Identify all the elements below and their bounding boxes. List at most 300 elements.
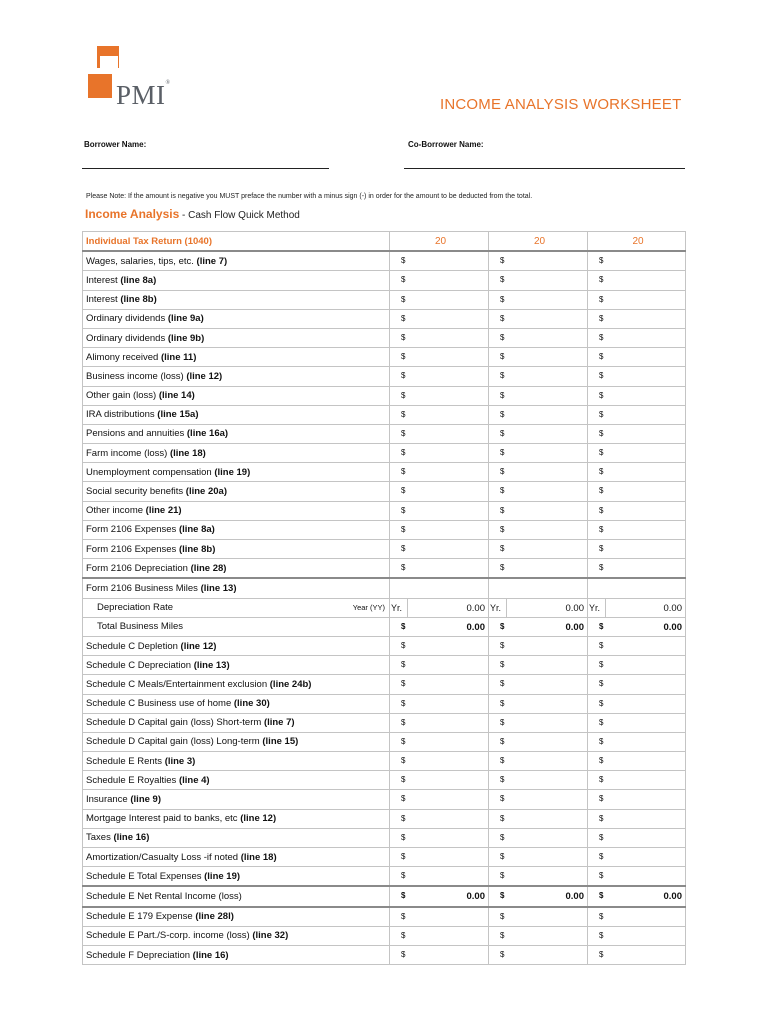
- amount-input[interactable]: [390, 271, 489, 290]
- amount-input[interactable]: [390, 520, 489, 539]
- currency-symbol: $: [401, 775, 406, 785]
- currency-symbol: $: [401, 313, 406, 323]
- table-row: [83, 828, 686, 847]
- table-row: [83, 790, 686, 809]
- currency-symbol: $: [401, 621, 406, 631]
- amount-input[interactable]: [489, 694, 588, 713]
- currency-symbol: $: [599, 409, 604, 419]
- amount-input[interactable]: [588, 328, 686, 347]
- row-label: Schedule D Capital gain (loss) Long-term (line 15): [83, 732, 390, 751]
- amount-input[interactable]: [489, 444, 588, 463]
- row-label: Mortgage Interest paid to banks, etc (line 12): [83, 809, 390, 828]
- currency-symbol: $: [599, 871, 604, 881]
- currency-symbol: $: [401, 871, 406, 881]
- amount-input[interactable]: [390, 617, 489, 636]
- currency-symbol: $: [500, 448, 505, 458]
- amount-input[interactable]: [588, 271, 686, 290]
- currency-symbol: $: [401, 448, 406, 458]
- currency-symbol: $: [401, 486, 406, 496]
- amount-input[interactable]: [390, 424, 489, 443]
- currency-symbol: $: [599, 794, 604, 804]
- currency-symbol: $: [500, 332, 505, 342]
- coborrower-name-field[interactable]: [404, 168, 685, 169]
- currency-symbol: $: [401, 409, 406, 419]
- amount-input[interactable]: [588, 386, 686, 405]
- amount-input[interactable]: [489, 771, 588, 790]
- currency-symbol: $: [401, 352, 406, 362]
- income-analysis-table: [82, 231, 686, 965]
- amount-input[interactable]: [390, 809, 489, 828]
- currency-symbol: $: [401, 736, 406, 746]
- amount-input[interactable]: [390, 348, 489, 367]
- currency-symbol: $: [599, 486, 604, 496]
- amount-input[interactable]: [489, 656, 588, 675]
- amount-input[interactable]: [588, 367, 686, 386]
- currency-symbol: $: [599, 930, 604, 940]
- amount-input[interactable]: [489, 809, 588, 828]
- amount-input[interactable]: [489, 636, 588, 655]
- amount-input[interactable]: [390, 463, 489, 482]
- amount-input[interactable]: [588, 540, 686, 559]
- currency-symbol: $: [599, 756, 604, 766]
- page-title: INCOME ANALYSIS WORKSHEET: [440, 96, 682, 113]
- amount-input[interactable]: [489, 348, 588, 367]
- amount-input[interactable]: [588, 886, 686, 906]
- table-row: [83, 945, 686, 964]
- row-label: Schedule E Net Rental Income (loss): [83, 886, 390, 906]
- table-row: [83, 251, 686, 271]
- total-business-miles-label: Total Business Miles: [83, 617, 390, 636]
- currency-symbol: $: [401, 275, 406, 285]
- amount-input[interactable]: [489, 907, 588, 927]
- row-label: Social security benefits (line 20a): [83, 482, 390, 501]
- amount-input[interactable]: [588, 348, 686, 367]
- row-label: Schedule C Business use of home (line 30): [83, 694, 390, 713]
- row-label: Interest (line 8a): [83, 271, 390, 290]
- currency-symbol: $: [500, 428, 505, 438]
- amount-input[interactable]: [390, 444, 489, 463]
- row-label: Pensions and annuities (line 16a): [83, 424, 390, 443]
- currency-symbol: $: [401, 717, 406, 727]
- table-row: [83, 405, 686, 424]
- amount-input[interactable]: [390, 732, 489, 751]
- currency-symbol: $: [500, 911, 505, 921]
- amount-input[interactable]: [489, 251, 588, 271]
- amount-value: 0.00: [466, 621, 485, 633]
- row-label: Schedule E Royalties (line 4): [83, 771, 390, 790]
- year-box[interactable]: Yr.: [588, 599, 606, 617]
- empty-cell: [588, 578, 686, 598]
- table-row: [83, 867, 686, 887]
- table-row: [83, 732, 686, 751]
- amount-input[interactable]: [489, 886, 588, 906]
- table-row: [83, 328, 686, 347]
- amount-input[interactable]: [489, 790, 588, 809]
- currency-symbol: $: [500, 852, 505, 861]
- table-row: [83, 886, 686, 906]
- row-label: Alimony received (line 11): [83, 348, 390, 367]
- amount-value: 0.00: [663, 602, 682, 614]
- currency-symbol: $: [599, 640, 604, 650]
- currency-symbol: $: [500, 832, 505, 842]
- amount-input[interactable]: [489, 926, 588, 945]
- amount-input[interactable]: [588, 945, 686, 964]
- table-row: [83, 424, 686, 443]
- amount-input[interactable]: [390, 482, 489, 501]
- row-label: Taxes (line 16): [83, 828, 390, 847]
- amount-input[interactable]: [588, 501, 686, 520]
- amount-input[interactable]: [390, 694, 489, 713]
- amount-input[interactable]: [489, 867, 588, 887]
- currency-symbol: $: [500, 949, 505, 959]
- currency-symbol: $: [599, 911, 604, 921]
- currency-symbol: $: [599, 524, 604, 534]
- currency-symbol: $: [500, 871, 505, 881]
- currency-symbol: $: [500, 563, 505, 573]
- currency-symbol: $: [401, 891, 406, 901]
- amount-input[interactable]: [390, 886, 489, 906]
- table-row: [83, 348, 686, 367]
- row-label: Schedule F Depreciation (line 16): [83, 945, 390, 964]
- amount-input[interactable]: [390, 656, 489, 675]
- amount-input[interactable]: [390, 945, 489, 964]
- amount-input[interactable]: [489, 290, 588, 309]
- currency-symbol: $: [401, 563, 406, 573]
- amount-input[interactable]: [390, 367, 489, 386]
- currency-symbol: $: [599, 949, 604, 959]
- currency-symbol: $: [500, 813, 505, 823]
- currency-symbol: $: [401, 949, 406, 959]
- currency-symbol: $: [500, 544, 505, 553]
- amount-input[interactable]: [588, 694, 686, 713]
- amount-input[interactable]: [489, 463, 588, 482]
- row-label: Form 2106 Expenses (line 8b): [83, 540, 390, 559]
- currency-symbol: $: [401, 544, 406, 553]
- amount-input[interactable]: [588, 656, 686, 675]
- row-label: Interest (line 8b): [83, 290, 390, 309]
- amount-input[interactable]: [588, 675, 686, 694]
- amount-input[interactable]: [489, 617, 588, 636]
- currency-symbol: $: [500, 698, 505, 708]
- currency-symbol: $: [500, 486, 505, 496]
- amount-input[interactable]: [588, 732, 686, 751]
- currency-symbol: $: [500, 891, 505, 901]
- empty-cell: [390, 578, 489, 598]
- currency-symbol: $: [599, 832, 604, 842]
- amount-input[interactable]: [489, 732, 588, 751]
- amount-input[interactable]: [588, 309, 686, 328]
- amount-input[interactable]: [588, 617, 686, 636]
- table-row: [83, 771, 686, 790]
- currency-symbol: $: [401, 813, 406, 823]
- currency-symbol: $: [401, 660, 406, 670]
- amount-input[interactable]: [489, 752, 588, 771]
- currency-symbol: $: [599, 563, 604, 573]
- amount-value: 0.00: [565, 621, 584, 633]
- row-label: Form 2106 Depreciation (line 28): [83, 559, 390, 579]
- currency-symbol: $: [500, 660, 505, 670]
- row-label: Schedule E Total Expenses (line 19): [83, 867, 390, 887]
- amount-input[interactable]: [489, 828, 588, 847]
- amount-input[interactable]: [588, 809, 686, 828]
- currency-symbol: $: [599, 313, 604, 323]
- amount-input[interactable]: [390, 290, 489, 309]
- currency-symbol: $: [599, 332, 604, 342]
- table-row: [83, 386, 686, 405]
- table-row: [83, 656, 686, 675]
- table-row: [83, 848, 686, 867]
- coborrower-name-label: Co-Borrower Name:: [408, 140, 484, 149]
- amount-input[interactable]: [390, 771, 489, 790]
- year-box[interactable]: Yr.: [390, 599, 408, 617]
- year-input[interactable]: 20: [489, 232, 588, 252]
- amount-input[interactable]: [588, 848, 686, 867]
- year-input[interactable]: 20: [390, 232, 489, 252]
- amount-input[interactable]: [390, 907, 489, 927]
- currency-symbol: $: [401, 256, 406, 266]
- currency-symbol: $: [599, 736, 604, 746]
- row-label: Schedule C Depletion (line 12): [83, 636, 390, 655]
- amount-input[interactable]: [390, 559, 489, 579]
- amount-input[interactable]: [390, 713, 489, 732]
- currency-symbol: $: [599, 660, 604, 670]
- amount-input[interactable]: [588, 926, 686, 945]
- amount-value: 0.00: [663, 621, 682, 633]
- currency-symbol: $: [401, 794, 406, 804]
- amount-input[interactable]: [489, 559, 588, 579]
- empty-cell: [489, 578, 588, 598]
- amount-input[interactable]: [390, 790, 489, 809]
- row-label: Schedule E Part./S-corp. income (loss) (line 32): [83, 926, 390, 945]
- row-label: IRA distributions (line 15a): [83, 405, 390, 424]
- row-label: Schedule E Rents (line 3): [83, 752, 390, 771]
- currency-symbol: $: [500, 717, 505, 727]
- row-label: Form 2106 Business Miles (line 13): [83, 578, 390, 598]
- currency-symbol: $: [401, 390, 406, 400]
- depreciation-rate-label: Year (YY) Depreciation Rate: [83, 598, 390, 617]
- amount-input[interactable]: [588, 598, 686, 617]
- amount-input[interactable]: [390, 926, 489, 945]
- row-label: Form 2106 Expenses (line 8a): [83, 520, 390, 539]
- currency-symbol: $: [599, 390, 604, 400]
- section-heading: [85, 207, 300, 221]
- amount-input[interactable]: [489, 520, 588, 539]
- currency-symbol: $: [401, 332, 406, 342]
- amount-input[interactable]: [588, 828, 686, 847]
- row-label: Wages, salaries, tips, etc. (line 7): [83, 251, 390, 271]
- currency-symbol: $: [599, 371, 604, 381]
- table-row: [83, 578, 686, 598]
- currency-symbol: $: [599, 448, 604, 458]
- amount-input[interactable]: [390, 501, 489, 520]
- currency-symbol: $: [500, 390, 505, 400]
- currency-symbol: $: [401, 371, 406, 381]
- amount-input[interactable]: [588, 482, 686, 501]
- currency-symbol: $: [599, 275, 604, 285]
- table-row: [83, 367, 686, 386]
- amount-input[interactable]: [390, 848, 489, 867]
- year-box[interactable]: Yr.: [489, 599, 507, 617]
- row-label: Schedule E 179 Expense (line 28l): [83, 907, 390, 927]
- currency-symbol: $: [599, 717, 604, 727]
- currency-symbol: $: [599, 544, 604, 553]
- amount-input[interactable]: [489, 848, 588, 867]
- table-row: [83, 290, 686, 309]
- amount-value: 0.00: [565, 891, 584, 903]
- amount-input[interactable]: [489, 482, 588, 501]
- row-label: Unemployment compensation (line 19): [83, 463, 390, 482]
- amount-input[interactable]: [588, 907, 686, 927]
- row-label: Schedule C Depreciation (line 13): [83, 656, 390, 675]
- table-row: [83, 809, 686, 828]
- amount-input[interactable]: [588, 636, 686, 655]
- table-row: [83, 926, 686, 945]
- currency-symbol: $: [599, 679, 604, 689]
- currency-symbol: $: [401, 930, 406, 940]
- table-row: [83, 617, 686, 636]
- amount-input[interactable]: [489, 328, 588, 347]
- table-row: [83, 752, 686, 771]
- amount-input[interactable]: [489, 540, 588, 559]
- row-label: Farm income (loss) (line 18): [83, 444, 390, 463]
- amount-input[interactable]: [390, 675, 489, 694]
- amount-input[interactable]: [588, 790, 686, 809]
- row-label: Ordinary dividends (line 9b): [83, 328, 390, 347]
- currency-symbol: $: [599, 294, 604, 304]
- amount-input[interactable]: [588, 867, 686, 887]
- currency-symbol: $: [599, 621, 604, 631]
- currency-symbol: $: [599, 813, 604, 823]
- table-row: [83, 501, 686, 520]
- amount-input[interactable]: [588, 444, 686, 463]
- row-label: Amortization/Casualty Loss -if noted (line 18): [83, 848, 390, 867]
- pmi-logo: [88, 44, 198, 114]
- currency-symbol: $: [500, 371, 505, 381]
- table-row: [83, 540, 686, 559]
- currency-symbol: $: [401, 294, 406, 304]
- amount-input[interactable]: [489, 598, 588, 617]
- amount-value: 0.00: [466, 602, 485, 614]
- borrower-name-label: Borrower Name:: [84, 140, 147, 149]
- currency-symbol: $: [500, 640, 505, 650]
- amount-input[interactable]: [588, 713, 686, 732]
- section-title: Income Analysis: [85, 207, 180, 221]
- amount-input[interactable]: [588, 559, 686, 579]
- currency-symbol: $: [599, 698, 604, 708]
- amount-input[interactable]: [489, 309, 588, 328]
- amount-input[interactable]: [489, 405, 588, 424]
- currency-symbol: $: [500, 313, 505, 323]
- currency-symbol: $: [401, 756, 406, 766]
- currency-symbol: $: [401, 832, 406, 842]
- year-input[interactable]: 20: [588, 232, 686, 252]
- amount-input[interactable]: [588, 463, 686, 482]
- row-label: Other income (line 21): [83, 501, 390, 520]
- amount-input[interactable]: [588, 290, 686, 309]
- amount-input[interactable]: [390, 540, 489, 559]
- row-label: Other gain (loss) (line 14): [83, 386, 390, 405]
- table-row: [83, 713, 686, 732]
- year-yy-label: Year (YY): [352, 603, 385, 613]
- amount-input[interactable]: [390, 867, 489, 887]
- table-header-label: Individual Tax Return (1040): [83, 232, 390, 252]
- amount-input[interactable]: [390, 309, 489, 328]
- table-row: [83, 444, 686, 463]
- negative-amount-note: Please Note: If the amount is negative you MUST preface the number with a minus sign (-) in order for the amount to be deducted from the total.: [86, 193, 533, 200]
- amount-input[interactable]: [588, 771, 686, 790]
- table-row: [83, 520, 686, 539]
- table-row: [83, 271, 686, 290]
- logo-wordmark: PMI®: [116, 80, 171, 110]
- currency-symbol: $: [500, 621, 505, 631]
- currency-symbol: $: [401, 698, 406, 708]
- amount-value: 0.00: [565, 602, 584, 614]
- row-label: Schedule C Meals/Entertainment exclusion (line 24b): [83, 675, 390, 694]
- amount-input[interactable]: [489, 386, 588, 405]
- currency-symbol: $: [500, 409, 505, 419]
- table-row: [83, 675, 686, 694]
- currency-symbol: $: [599, 852, 604, 861]
- amount-input[interactable]: [390, 405, 489, 424]
- amount-input[interactable]: [390, 251, 489, 271]
- currency-symbol: $: [500, 524, 505, 534]
- amount-input[interactable]: [390, 752, 489, 771]
- amount-input[interactable]: [489, 501, 588, 520]
- currency-symbol: $: [500, 775, 505, 785]
- amount-input[interactable]: [489, 367, 588, 386]
- amount-input[interactable]: [588, 752, 686, 771]
- amount-input[interactable]: [588, 405, 686, 424]
- amount-input[interactable]: [588, 251, 686, 271]
- table-row: [83, 559, 686, 579]
- currency-symbol: $: [401, 679, 406, 689]
- currency-symbol: $: [500, 467, 505, 477]
- currency-symbol: $: [401, 428, 406, 438]
- table-row: [83, 463, 686, 482]
- currency-symbol: $: [500, 294, 505, 304]
- section-subtitle: - Cash Flow Quick Method: [179, 210, 300, 221]
- table-row: [83, 636, 686, 655]
- currency-symbol: $: [500, 679, 505, 689]
- amount-input[interactable]: [390, 828, 489, 847]
- amount-input[interactable]: [489, 675, 588, 694]
- amount-input[interactable]: [390, 598, 489, 617]
- currency-symbol: $: [401, 911, 406, 921]
- amount-input[interactable]: [489, 713, 588, 732]
- currency-symbol: $: [500, 505, 505, 515]
- amount-input[interactable]: [390, 328, 489, 347]
- currency-symbol: $: [599, 891, 604, 901]
- amount-input[interactable]: [489, 271, 588, 290]
- currency-symbol: $: [401, 852, 406, 861]
- currency-symbol: $: [599, 352, 604, 362]
- borrower-name-field[interactable]: [82, 168, 329, 169]
- amount-input[interactable]: [489, 945, 588, 964]
- currency-symbol: $: [500, 275, 505, 285]
- amount-input[interactable]: [390, 636, 489, 655]
- currency-symbol: $: [500, 756, 505, 766]
- amount-value: 0.00: [663, 891, 682, 903]
- currency-symbol: $: [500, 736, 505, 746]
- row-label: Ordinary dividends (line 9a): [83, 309, 390, 328]
- currency-symbol: $: [500, 930, 505, 940]
- amount-input[interactable]: [588, 520, 686, 539]
- row-label: Schedule D Capital gain (loss) Short-term (line 7): [83, 713, 390, 732]
- table-row: [83, 309, 686, 328]
- amount-input[interactable]: [489, 424, 588, 443]
- amount-input[interactable]: [390, 386, 489, 405]
- amount-input[interactable]: [588, 424, 686, 443]
